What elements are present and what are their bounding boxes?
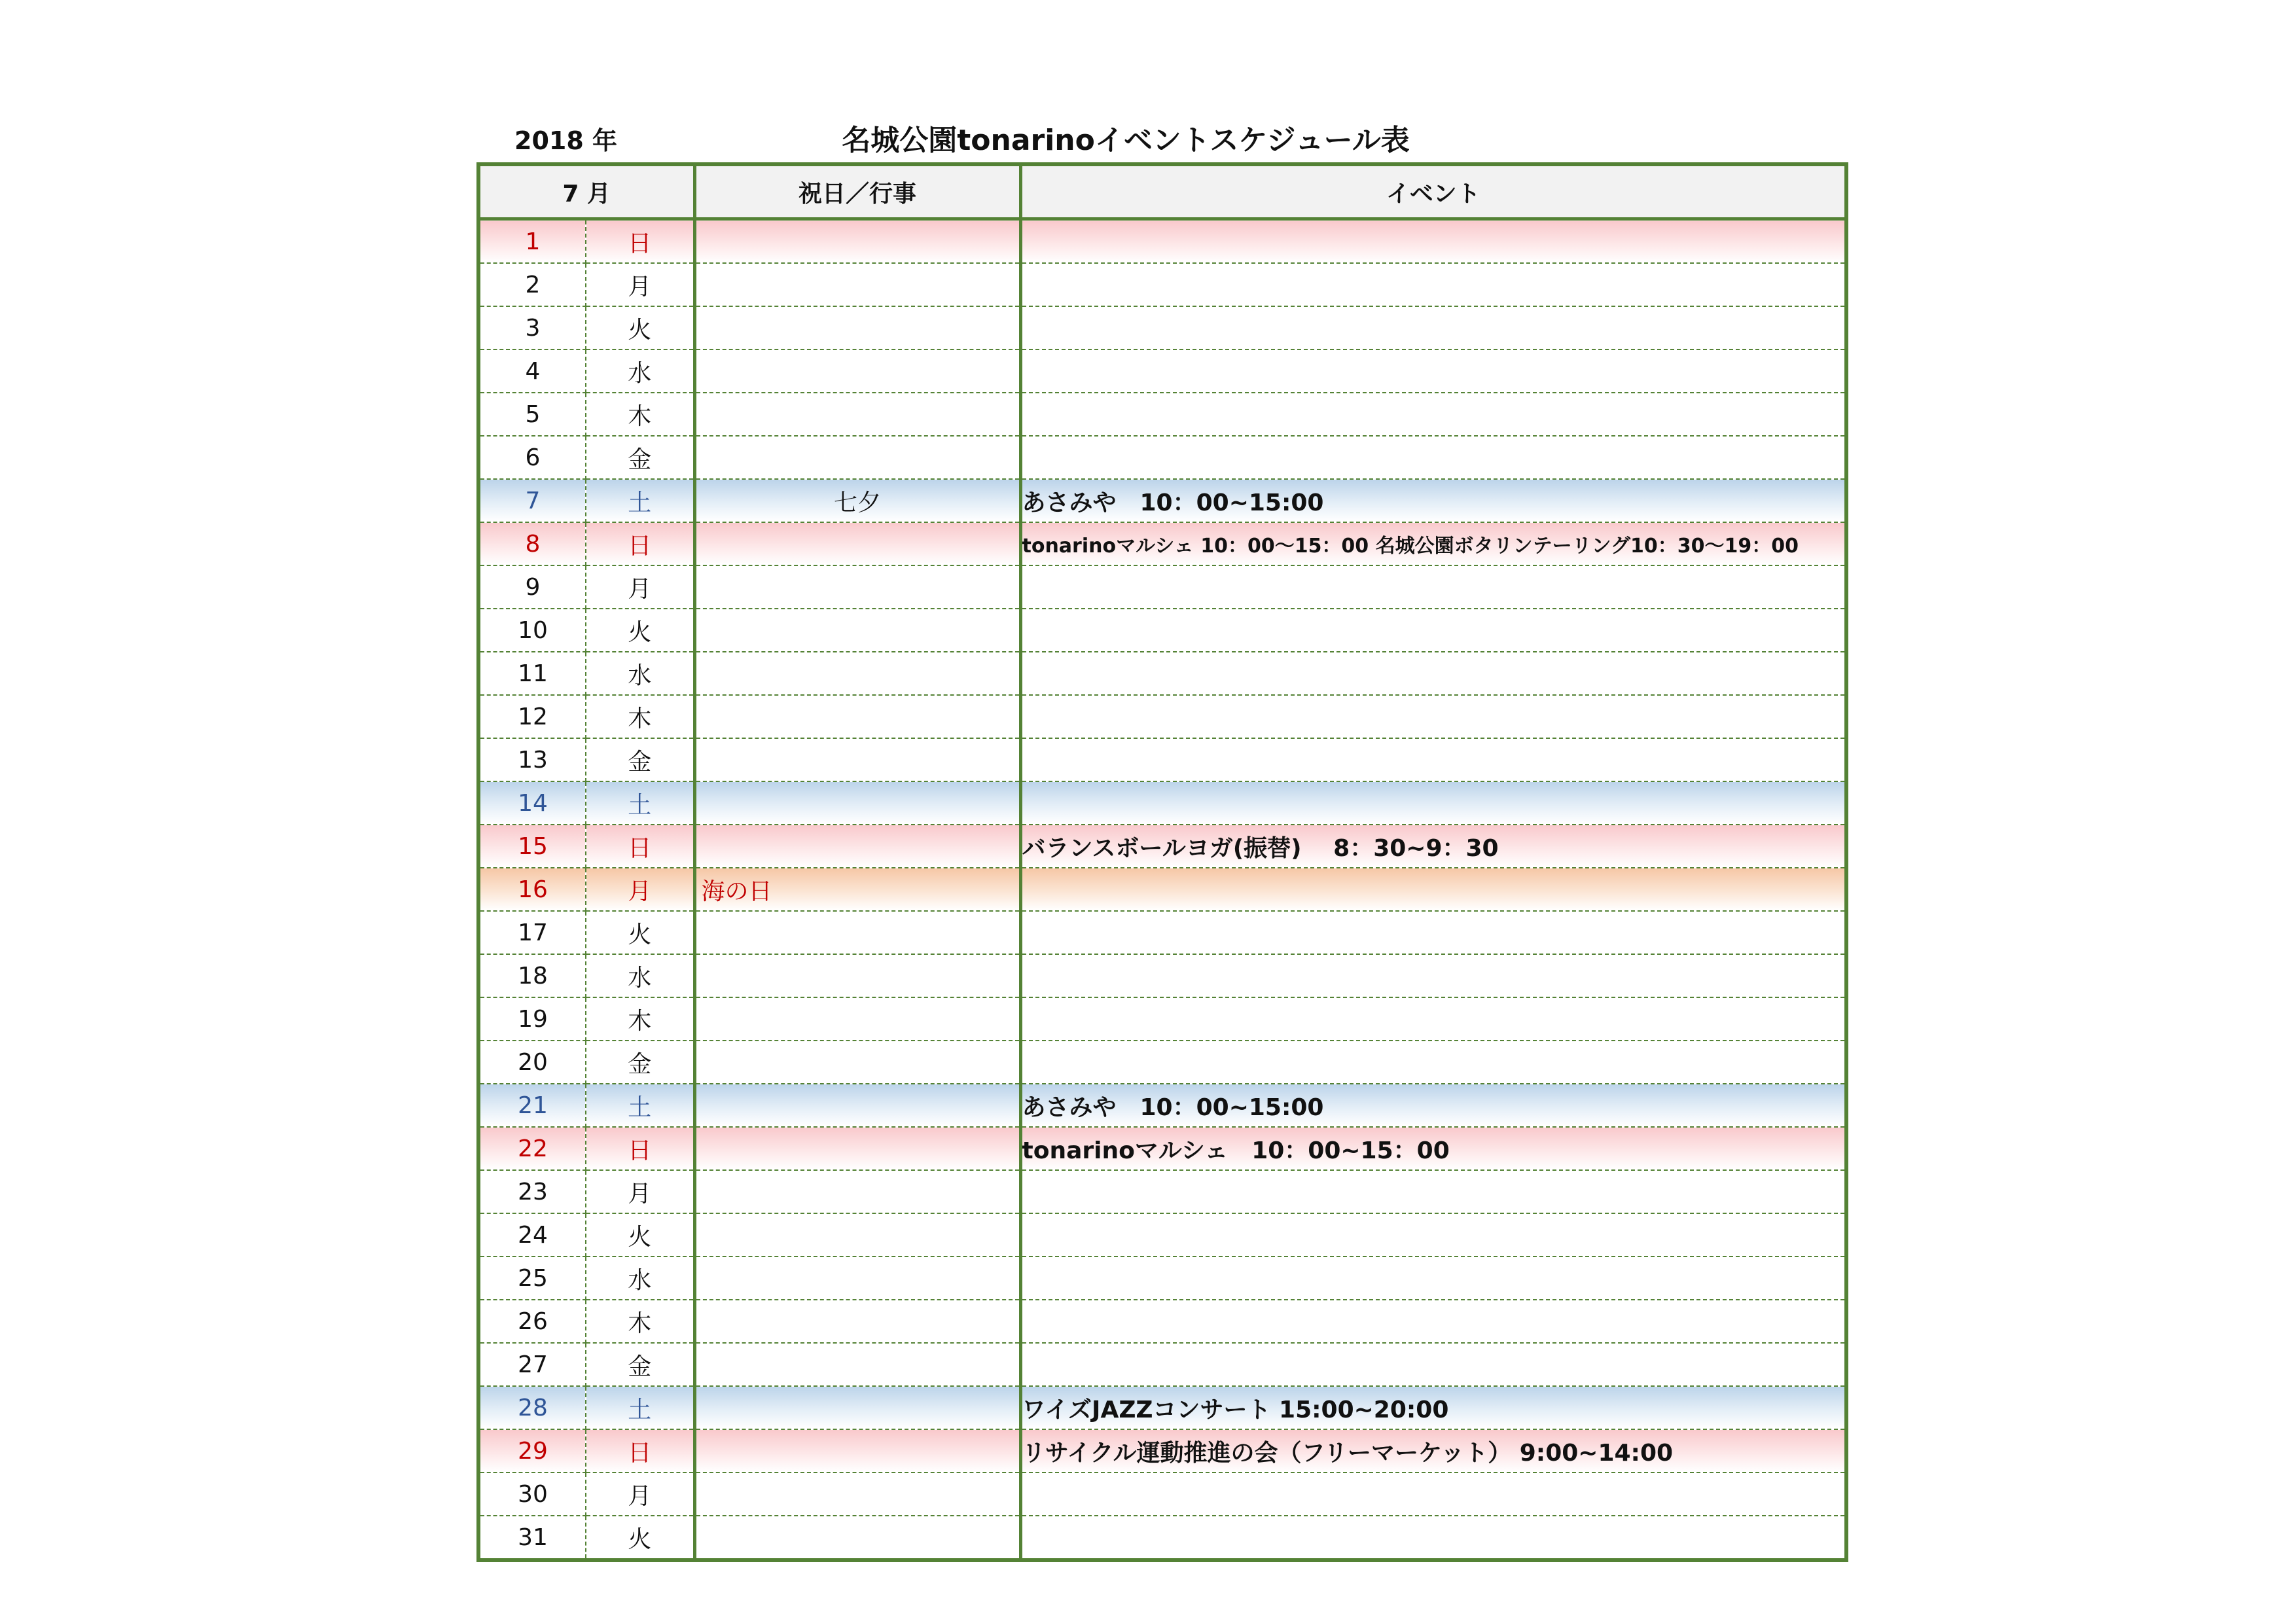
day-of-week: 金 — [586, 1343, 694, 1386]
table-row — [478, 1041, 1846, 1084]
table-row — [478, 1300, 1846, 1343]
event-header: イベント — [1020, 164, 1846, 219]
event-cell — [1020, 1343, 1846, 1386]
day-of-week: 火 — [586, 306, 694, 349]
day-number: 1 — [478, 219, 586, 264]
day-number: 23 — [478, 1170, 586, 1213]
holiday-cell — [694, 825, 1020, 868]
holiday-cell — [694, 393, 1020, 436]
table-row — [478, 479, 1846, 522]
holiday-cell — [694, 652, 1020, 695]
day-number: 17 — [478, 911, 586, 954]
day-number: 9 — [478, 565, 586, 609]
table-row — [478, 522, 1846, 565]
day-number: 16 — [478, 868, 586, 911]
table-row — [478, 911, 1846, 954]
day-of-week: 月 — [586, 263, 694, 306]
event-cell: あさみや 10：00~15:00 — [1020, 479, 1846, 522]
event-cell — [1020, 1472, 1846, 1516]
month-header: 7 月 — [478, 164, 694, 219]
holiday-cell — [694, 436, 1020, 479]
holiday-cell — [694, 1213, 1020, 1257]
day-of-week: 月 — [586, 868, 694, 911]
holiday-cell — [694, 1084, 1020, 1127]
holiday-cell — [694, 738, 1020, 781]
holiday-cell — [694, 695, 1020, 738]
table-row — [478, 1127, 1846, 1170]
table-row — [478, 263, 1846, 306]
day-of-week: 火 — [586, 911, 694, 954]
holiday-cell — [694, 911, 1020, 954]
day-of-week: 金 — [586, 436, 694, 479]
day-of-week: 土 — [586, 1084, 694, 1127]
table-row — [478, 349, 1846, 393]
event-cell — [1020, 1257, 1846, 1300]
event-cell — [1020, 695, 1846, 738]
holiday-cell — [694, 1041, 1020, 1084]
holiday-cell — [694, 1300, 1020, 1343]
day-of-week: 土 — [586, 479, 694, 522]
holiday-cell — [694, 954, 1020, 997]
day-number: 4 — [478, 349, 586, 393]
day-number: 22 — [478, 1127, 586, 1170]
event-cell — [1020, 1516, 1846, 1560]
day-number: 5 — [478, 393, 586, 436]
table-row — [478, 609, 1846, 652]
day-number: 24 — [478, 1213, 586, 1257]
holiday-header: 祝日／行事 — [694, 164, 1020, 219]
holiday-cell — [694, 349, 1020, 393]
table-row — [478, 1170, 1846, 1213]
table-row — [478, 825, 1846, 868]
table-row — [478, 652, 1846, 695]
header-row — [478, 164, 1846, 219]
table-row — [478, 1472, 1846, 1516]
day-number: 3 — [478, 306, 586, 349]
day-number: 25 — [478, 1257, 586, 1300]
table-row — [478, 1257, 1846, 1300]
event-cell — [1020, 1041, 1846, 1084]
holiday-cell — [694, 1429, 1020, 1472]
event-cell: tonarinoマルシェ 10：00~15：00 — [1020, 1127, 1846, 1170]
day-of-week: 日 — [586, 825, 694, 868]
day-number: 15 — [478, 825, 586, 868]
event-cell — [1020, 954, 1846, 997]
holiday-cell — [694, 1127, 1020, 1170]
day-of-week: 水 — [586, 954, 694, 997]
day-of-week: 火 — [586, 1516, 694, 1560]
table-row — [478, 695, 1846, 738]
day-of-week: 月 — [586, 565, 694, 609]
holiday-cell — [694, 565, 1020, 609]
day-number: 10 — [478, 609, 586, 652]
day-number: 14 — [478, 781, 586, 825]
day-of-week: 土 — [586, 781, 694, 825]
day-of-week: 金 — [586, 1041, 694, 1084]
page-title: 名城公園tonarinoイベントスケジュール表 — [842, 124, 1410, 157]
day-number: 28 — [478, 1386, 586, 1429]
holiday-cell — [694, 263, 1020, 306]
table-row — [478, 997, 1846, 1041]
event-cell: あさみや 10：00~15:00 — [1020, 1084, 1846, 1127]
day-of-week: 月 — [586, 1170, 694, 1213]
day-of-week: 水 — [586, 1257, 694, 1300]
day-of-week: 日 — [586, 1127, 694, 1170]
table-row — [478, 306, 1846, 349]
table-row — [478, 565, 1846, 609]
day-number: 31 — [478, 1516, 586, 1560]
table-row — [478, 1084, 1846, 1127]
table-row — [478, 781, 1846, 825]
table-row — [478, 1429, 1846, 1472]
event-cell — [1020, 436, 1846, 479]
holiday-cell — [694, 1516, 1020, 1560]
holiday-cell — [694, 1386, 1020, 1429]
day-of-week: 木 — [586, 393, 694, 436]
day-of-week: 火 — [586, 609, 694, 652]
table-row — [478, 436, 1846, 479]
holiday-cell — [694, 1257, 1020, 1300]
table-row — [478, 954, 1846, 997]
holiday-cell — [694, 1170, 1020, 1213]
holiday-cell — [694, 219, 1020, 264]
day-of-week: 月 — [586, 1472, 694, 1516]
day-number: 18 — [478, 954, 586, 997]
event-cell: リサイクル運動推進の会（フリーマーケット） 9:00~14:00 — [1020, 1429, 1846, 1472]
day-number: 29 — [478, 1429, 586, 1472]
day-of-week: 土 — [586, 1386, 694, 1429]
event-cell — [1020, 263, 1846, 306]
event-cell — [1020, 911, 1846, 954]
holiday-cell — [694, 306, 1020, 349]
day-of-week: 火 — [586, 1213, 694, 1257]
event-cell — [1020, 738, 1846, 781]
event-cell — [1020, 997, 1846, 1041]
day-of-week: 木 — [586, 997, 694, 1041]
event-cell — [1020, 1300, 1846, 1343]
event-cell — [1020, 393, 1846, 436]
event-cell — [1020, 652, 1846, 695]
day-number: 19 — [478, 997, 586, 1041]
day-of-week: 日 — [586, 522, 694, 565]
day-number: 2 — [478, 263, 586, 306]
day-number: 27 — [478, 1343, 586, 1386]
event-cell — [1020, 609, 1846, 652]
event-cell: tonarinoマルシェ 10：00～15：00 名城公園ボタリンテーリング10：30～19：00 — [1020, 522, 1846, 565]
day-number: 8 — [478, 522, 586, 565]
day-number: 21 — [478, 1084, 586, 1127]
holiday-cell — [694, 522, 1020, 565]
holiday-cell — [694, 781, 1020, 825]
schedule-table — [476, 162, 1848, 1562]
event-cell: ワイズJAZZコンサート 15:00~20:00 — [1020, 1386, 1846, 1429]
day-of-week: 水 — [586, 349, 694, 393]
event-cell — [1020, 349, 1846, 393]
table-row — [478, 393, 1846, 436]
table-row — [478, 1516, 1846, 1560]
event-cell — [1020, 306, 1846, 349]
holiday-cell — [694, 1343, 1020, 1386]
event-cell — [1020, 781, 1846, 825]
holiday-cell — [694, 1472, 1020, 1516]
event-cell — [1020, 219, 1846, 264]
day-of-week: 木 — [586, 1300, 694, 1343]
schedule-body — [478, 219, 1846, 1561]
event-cell: バランスボールヨガ(振替) 8：30~9：30 — [1020, 825, 1846, 868]
day-number: 20 — [478, 1041, 586, 1084]
day-number: 7 — [478, 479, 586, 522]
table-row — [478, 219, 1846, 264]
event-cell — [1020, 1170, 1846, 1213]
day-number: 6 — [478, 436, 586, 479]
day-of-week: 日 — [586, 1429, 694, 1472]
event-cell — [1020, 868, 1846, 911]
table-row — [478, 1343, 1846, 1386]
holiday-cell — [694, 609, 1020, 652]
table-row — [478, 1386, 1846, 1429]
day-number: 12 — [478, 695, 586, 738]
day-of-week: 水 — [586, 652, 694, 695]
day-of-week: 日 — [586, 219, 694, 264]
day-number: 11 — [478, 652, 586, 695]
table-row — [478, 868, 1846, 911]
day-number: 26 — [478, 1300, 586, 1343]
table-row — [478, 1213, 1846, 1257]
holiday-cell: 海の日 — [694, 868, 1020, 911]
holiday-cell: 七夕 — [694, 479, 1020, 522]
day-number: 30 — [478, 1472, 586, 1516]
day-of-week: 木 — [586, 695, 694, 738]
event-cell — [1020, 1213, 1846, 1257]
day-number: 13 — [478, 738, 586, 781]
day-of-week: 金 — [586, 738, 694, 781]
year-label: 2018 年 — [514, 126, 617, 155]
event-cell — [1020, 565, 1846, 609]
table-row — [478, 738, 1846, 781]
holiday-cell — [694, 997, 1020, 1041]
